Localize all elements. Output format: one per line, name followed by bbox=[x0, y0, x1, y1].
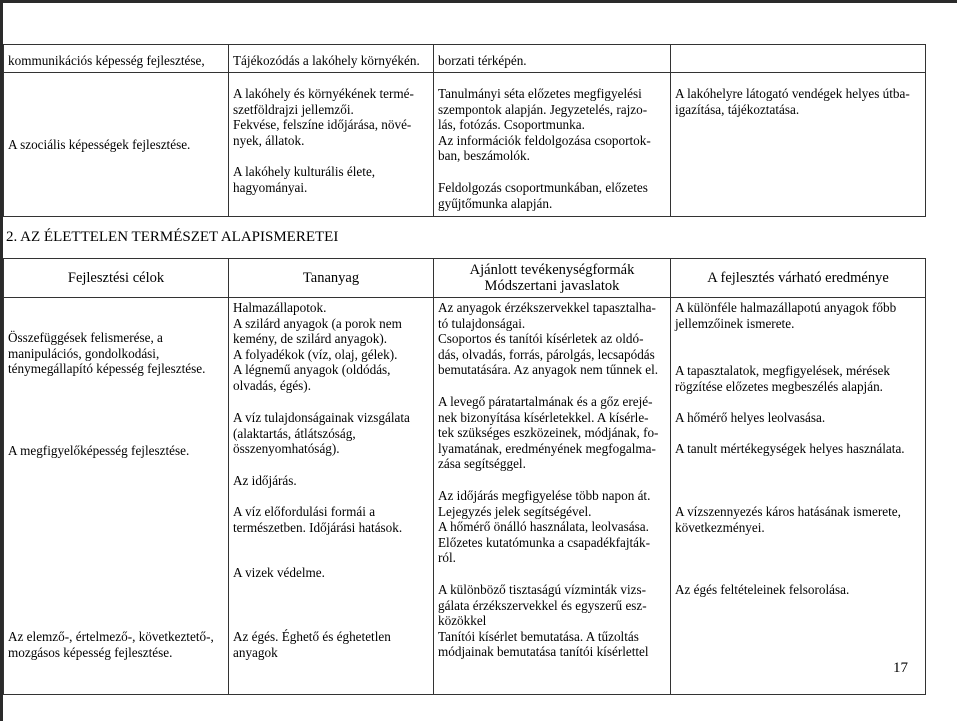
cell-text: Tájékozódás a lakóhely környékén. bbox=[229, 45, 434, 73]
cell-line: rögzítése előzetes megbeszélés alapján. bbox=[675, 378, 883, 394]
cell-line: A szilárd anyagok (a porok nem bbox=[233, 315, 402, 331]
column-header-goals: Fejlesztési célok bbox=[4, 259, 229, 298]
curriculum-table bbox=[3, 258, 926, 695]
cell-line: Az elemző-, értelmező-, következtető-, bbox=[8, 629, 214, 644]
cell-line: gálata érzékszervekkel és egyszerű esz- bbox=[438, 597, 647, 613]
cell-line: Lejegyzés jelek segítségével. bbox=[438, 503, 592, 519]
cell-line: szempontok alapján. Jegyzetelés, rajzo- bbox=[438, 101, 648, 117]
cell-line: igazítása, tájékoztatása. bbox=[675, 101, 800, 117]
result-block bbox=[675, 363, 890, 394]
cell-line: Az időjárás megfigyelése több napon át. bbox=[438, 488, 651, 503]
cell-line: A hőmérő önálló használata, leolvasása. bbox=[438, 519, 649, 535]
result-block: A tanult mértékegységek helyes használata. bbox=[675, 441, 905, 456]
result-cell bbox=[671, 73, 926, 217]
table-row bbox=[4, 45, 926, 73]
goal-block: A megfigyelőképesség fejlesztése. bbox=[8, 443, 190, 458]
cell-text bbox=[4, 73, 229, 217]
content-block: A vizek védelme. bbox=[233, 565, 325, 580]
cell-line: hagyományai. bbox=[233, 179, 308, 195]
result-cell bbox=[671, 298, 926, 695]
cell-line: ténymegállapító képesség fejlesztése. bbox=[8, 361, 206, 377]
cell-line: A különböző tisztaságú vízminták vizs- bbox=[438, 582, 647, 597]
activity-block bbox=[438, 394, 658, 472]
content-block bbox=[233, 504, 402, 535]
activity-cell bbox=[434, 73, 671, 217]
column-header-content: Tananyag bbox=[229, 259, 434, 298]
cell-line: nyek, állatok. bbox=[233, 132, 305, 148]
cell-line: kemény, de szilárd anyagok). bbox=[233, 331, 388, 347]
cell-line: Előzetes kutatómunka a csapadékfajták- bbox=[438, 534, 651, 550]
cell-line: manipulációs, gondolkodási, bbox=[8, 345, 160, 361]
cell-line: ról. bbox=[438, 550, 456, 566]
page-number: 17 bbox=[893, 660, 908, 676]
activity-block bbox=[438, 300, 658, 378]
cell-line: (alaktartás, átlátszóság, bbox=[233, 425, 356, 441]
goal-block bbox=[8, 629, 214, 660]
cell-line: A víz előfordulási formái a bbox=[233, 504, 376, 519]
content-cell bbox=[229, 73, 434, 217]
content-block bbox=[233, 300, 402, 394]
cell-line: természetben. Időjárási hatások. bbox=[233, 519, 403, 535]
cell-line: A tapasztalatok, megfigyelések, mérések bbox=[675, 363, 890, 378]
cell-line: A különféle halmazállapotú anyagok főbb bbox=[675, 300, 897, 315]
cell-line: ban, beszámolók. bbox=[438, 148, 530, 164]
cell-line: tek szükséges eszközeinek, módjának, fo- bbox=[438, 425, 659, 441]
cell-line: Halmazállapotok. bbox=[233, 300, 327, 315]
activity-block bbox=[438, 582, 649, 660]
cell-line: Csoportos és tanítói kísérletek az oldó- bbox=[438, 331, 644, 347]
goals-cell bbox=[4, 298, 229, 695]
cell-line: tó tulajdonságai. bbox=[438, 315, 526, 331]
cell-line: Feldolgozás csoportmunkában, előzetes bbox=[438, 179, 648, 195]
cell-line: A vízszennyezés káros hatásának ismerete, bbox=[675, 504, 901, 519]
cell-line: A lakóhely kulturális élete, bbox=[233, 164, 376, 180]
cell-line: lás, fotózás. Csoportmunka. bbox=[438, 117, 585, 133]
cell-line: következményei. bbox=[675, 519, 765, 535]
content-cell bbox=[229, 298, 434, 695]
column-header-results: A fejlesztés várható eredménye bbox=[671, 259, 926, 298]
cell-line: Tanítói kísérlet bemutatása. A tűzoltás bbox=[438, 628, 639, 644]
column-header-activities bbox=[434, 259, 671, 298]
spacer bbox=[438, 164, 666, 180]
cell-line: dás, olvadás, forrás, párolgás, lecsapódás bbox=[438, 346, 655, 362]
table-row bbox=[4, 73, 926, 217]
goal-text: A szociális képességek fejlesztése. bbox=[8, 136, 191, 152]
cell-text bbox=[671, 45, 926, 73]
cell-line: módjainak bemutatása tanítói kísérlettel bbox=[438, 644, 649, 660]
cell-line: szetföldrajzi jellemzői. bbox=[233, 101, 354, 117]
cell-line: A lakóhely és környékének termé- bbox=[233, 86, 414, 101]
cell-line: A levegő páratartalmának és a gőz erejé- bbox=[438, 394, 653, 409]
cell-line: anyagok bbox=[233, 644, 278, 660]
goal-block bbox=[8, 330, 205, 377]
result-block: A hőmérő helyes leolvasása. bbox=[675, 410, 826, 425]
activity-cell bbox=[434, 298, 671, 695]
cell-line: A folyadékok (víz, olaj, gélek). bbox=[233, 346, 398, 362]
content-block bbox=[233, 410, 410, 457]
cell-text: kommunikációs képesség fejlesztése, bbox=[4, 45, 229, 73]
spacer bbox=[233, 148, 429, 164]
section-title: 2. AZ ÉLETTELEN TERMÉSZET ALAPISMERETEI bbox=[6, 229, 339, 245]
cell-line: Az információk feldolgozása csoportok- bbox=[438, 132, 651, 148]
cell-line: olvadás, égés). bbox=[233, 377, 311, 393]
cell-line: bemutatására. Az anyagok nem tűnnek el. bbox=[438, 362, 659, 378]
cell-text: borzati térképén. bbox=[434, 45, 671, 73]
cell-line: Tanulmányi séta előzetes megfigyelési bbox=[438, 86, 642, 101]
header-line: Módszertani javaslatok bbox=[484, 278, 620, 294]
cell-line: Az égés. Éghető és éghetetlen bbox=[233, 629, 391, 644]
cell-line: lyamatának, eredményének megfogalma- bbox=[438, 440, 656, 456]
cell-line: Összefüggések felismerése, a bbox=[8, 330, 163, 345]
cell-line: nek bizonyítása kísérletekkel. A kísérle- bbox=[438, 409, 649, 425]
cell-line: gyűjtőmunka alapján. bbox=[438, 195, 553, 211]
result-block: Az égés feltételeinek felsorolása. bbox=[675, 582, 850, 597]
result-block bbox=[675, 300, 896, 331]
cell-line: A víz tulajdonságainak vizsgálata bbox=[233, 410, 410, 425]
cell-line: jellemzőinek ismerete. bbox=[675, 315, 795, 331]
activity-block bbox=[438, 488, 650, 566]
cell-line: közökkel bbox=[438, 613, 487, 629]
cell-line: Fekvése, felszíne időjárása, növé- bbox=[233, 117, 412, 133]
header-line: Ajánlott tevékenységformák bbox=[469, 262, 635, 278]
table-row bbox=[4, 298, 926, 695]
result-block bbox=[675, 504, 901, 535]
cell-line: A lakóhelyre látogató vendégek helyes útba- bbox=[675, 86, 910, 101]
cell-line: zása segítséggel. bbox=[438, 456, 526, 472]
top-table bbox=[3, 44, 926, 217]
cell-line: A légnemű anyagok (oldódás, bbox=[233, 362, 391, 378]
cell-line: összenyomhatóság). bbox=[233, 441, 340, 457]
table-header-row bbox=[4, 259, 926, 298]
cell-line: Az anyagok érzékszervekkel tapasztalha- bbox=[438, 300, 656, 315]
content-block bbox=[233, 629, 391, 660]
content-block: Az időjárás. bbox=[233, 473, 297, 488]
cell-line: mozgásos képesség fejlesztése. bbox=[8, 644, 173, 660]
